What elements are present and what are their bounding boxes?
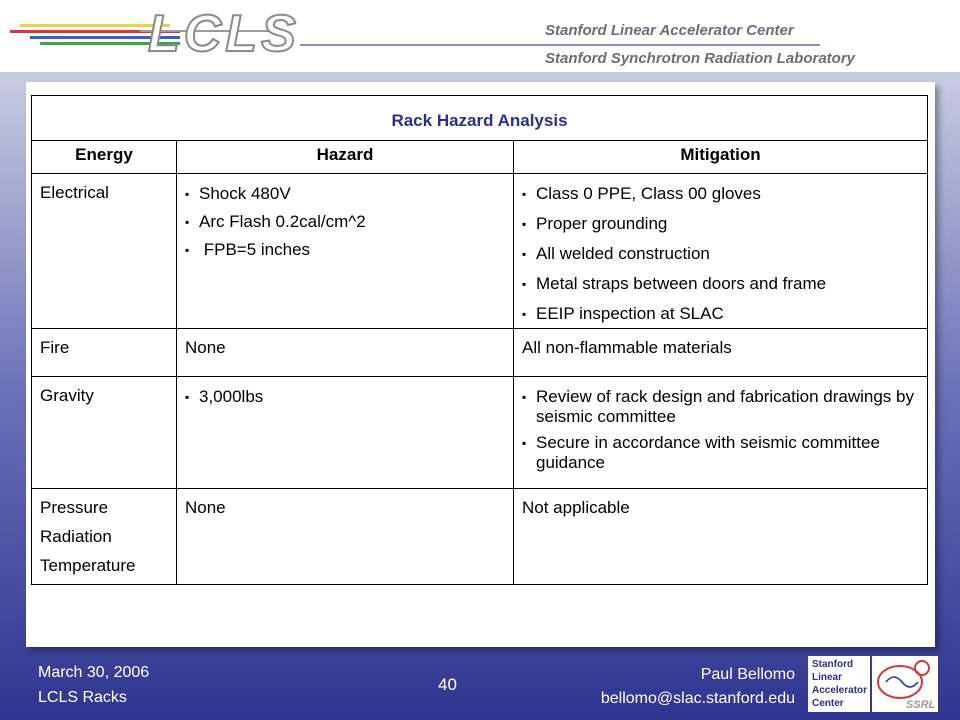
list-item: ▪ Secure in accordance with seismic committee guidance xyxy=(522,433,919,473)
hazard-table xyxy=(31,95,928,585)
list-item: ▪ 3,000lbs xyxy=(185,387,505,407)
org-name-ssrl: Stanford Synchrotron Radiation Laboratory xyxy=(545,50,856,67)
hazard-cell xyxy=(177,174,514,329)
list-item: ▪ FPB=5 inches xyxy=(185,240,505,260)
mitigation-cell: Not applicable xyxy=(514,489,928,585)
org-name-slac: Stanford Linear Accelerator Center xyxy=(545,22,794,39)
energy-cell: Electrical xyxy=(32,174,177,329)
hazard-cell: None xyxy=(177,489,514,585)
slide-header xyxy=(0,0,960,72)
ssrl-logo-icon xyxy=(872,656,938,712)
energy-cell: Gravity xyxy=(32,377,177,489)
table-row xyxy=(32,174,928,329)
header-divider-line xyxy=(300,44,820,46)
column-header-hazard: Hazard xyxy=(177,141,514,174)
footer-subtitle: LCLS Racks xyxy=(38,689,127,706)
table-title: Rack Hazard Analysis xyxy=(32,96,928,141)
list-item: ▪ Review of rack design and fabrication drawings by seismic committee xyxy=(522,387,919,427)
footer-email: bellomo@slac.stanford.edu xyxy=(600,690,795,707)
lcls-logo: LCLS xyxy=(148,5,300,63)
column-header-energy: Energy xyxy=(32,141,177,174)
energy-cell: Fire xyxy=(32,329,177,377)
list-item: ▪ Arc Flash 0.2cal/cm^2 xyxy=(185,212,505,232)
table-row xyxy=(32,329,928,377)
page-number: 40 xyxy=(438,675,457,694)
mitigation-cell xyxy=(514,174,928,329)
table-row xyxy=(32,377,928,489)
list-item: ▪ Metal straps between doors and frame xyxy=(522,274,919,294)
table-row xyxy=(32,489,928,585)
column-header-mitigation: Mitigation xyxy=(514,141,928,174)
hazard-cell xyxy=(177,377,514,489)
list-item: ▪ Proper grounding xyxy=(522,214,919,234)
footer-right xyxy=(680,660,795,689)
mitigation-cell: All non-flammable materials xyxy=(514,329,928,377)
list-item: ▪ All welded construction xyxy=(522,244,919,264)
hazard-cell: None xyxy=(177,329,514,377)
svg-text:SSRL: SSRL xyxy=(906,699,936,711)
footer-date: March 30, 2006 xyxy=(38,664,150,681)
list-item: ▪ Shock 480V xyxy=(185,184,505,204)
mitigation-cell xyxy=(514,377,928,489)
footer-author: Paul Bellomo xyxy=(700,666,795,683)
slac-logo: Stanford Linear Accelerator Center xyxy=(808,656,870,712)
ssrl-logo xyxy=(872,656,938,712)
list-item: ▪ EEIP inspection at SLAC xyxy=(522,304,919,324)
energy-cell: Pressure Radiation Temperature xyxy=(32,489,177,585)
list-item: ▪ Class 0 PPE, Class 00 gloves xyxy=(522,184,919,204)
footer-left xyxy=(38,660,149,710)
